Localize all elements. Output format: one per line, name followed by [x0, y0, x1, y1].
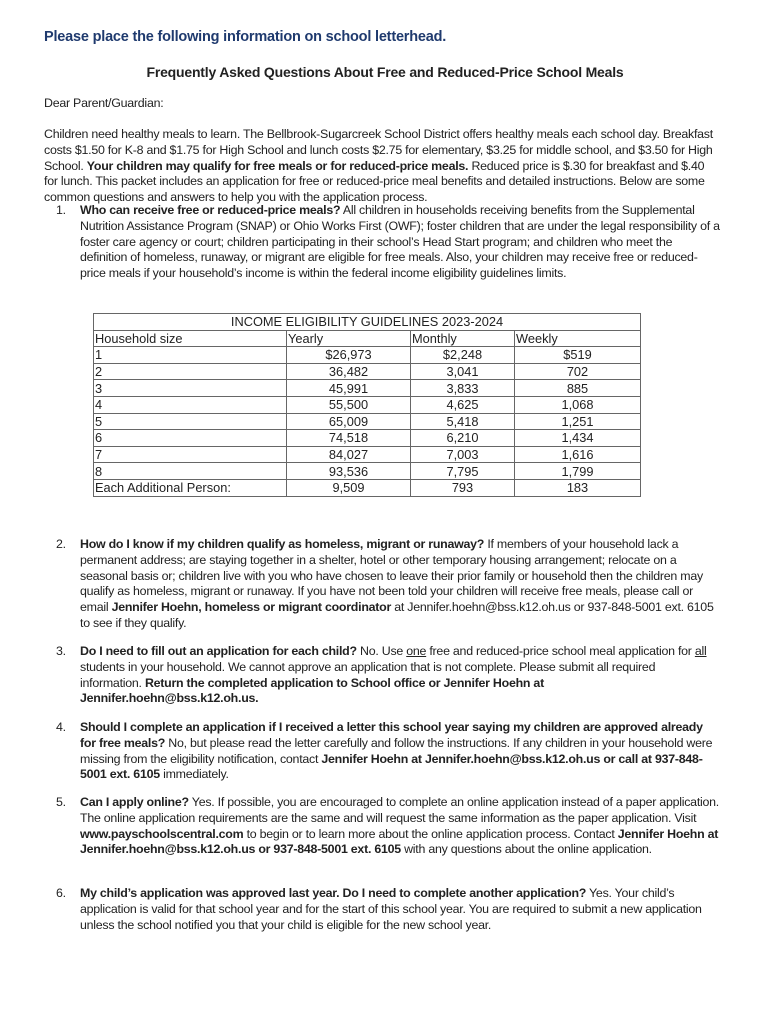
household-size-cell: 1 — [94, 347, 287, 364]
bold-text: www.payschoolscentral.com — [80, 826, 244, 841]
table-row — [94, 380, 641, 397]
item-text — [80, 886, 720, 933]
income-cell: 74,518 — [287, 430, 411, 447]
salutation: Dear Parent/Guardian: — [44, 96, 164, 110]
income-cell: 1,434 — [515, 430, 641, 447]
household-size-cell: 3 — [94, 380, 287, 397]
text: immediately. — [159, 767, 229, 782]
faq-item-1 — [44, 203, 720, 282]
income-cell: 93,536 — [287, 463, 411, 480]
item-number: 4. — [56, 720, 66, 734]
letterhead-instruction: Please place the following information on school letterhead. — [44, 29, 447, 45]
income-cell: $519 — [515, 347, 641, 364]
table-row — [94, 413, 641, 430]
income-cell: $2,248 — [411, 347, 515, 364]
text: at Jennifer.hoehn@bss.k12.oh.us or 937-848-5001 ext. 6105 to see if they qualify. — [80, 600, 714, 630]
bold-text: Your children may qualify for free meals or for reduced-price meals. — [86, 158, 469, 173]
bold-text: Who can receive free or reduced-price meals? — [80, 203, 341, 217]
income-cell: 6,210 — [411, 430, 515, 447]
faq-item-6 — [44, 886, 720, 933]
income-cell: $26,973 — [287, 347, 411, 364]
income-cell: 1,251 — [515, 413, 641, 430]
table-title: INCOME ELIGIBILITY GUIDELINES 2023-2024 — [94, 314, 641, 331]
faq-item-5 — [44, 795, 720, 858]
income-cell: 55,500 — [287, 396, 411, 413]
table-row — [94, 463, 641, 480]
text: with any questions about the online application. — [400, 842, 652, 857]
item-text — [80, 644, 720, 707]
household-size-cell: 4 — [94, 396, 287, 413]
text: Yes. If possible, you are encouraged to complete an online application instead of a paper application. The online application requirements are the same and will request the same information as the paper application. Visit — [80, 795, 719, 825]
income-cell: 84,027 — [287, 446, 411, 463]
household-size-cell: 7 — [94, 446, 287, 463]
income-cell: 885 — [515, 380, 641, 397]
bold-text: Do I need to fill out an application for each child? — [80, 644, 357, 658]
household-size-cell: 6 — [94, 430, 287, 447]
table-row — [94, 396, 641, 413]
text: No. Use — [356, 644, 407, 658]
column-header: Yearly — [287, 330, 411, 347]
column-header: Weekly — [515, 330, 641, 347]
table-row — [94, 430, 641, 447]
text: Reduced price is $.30 for breakfast and $.40 for lunch. This packet includes an application for free or reduced-price meal benefits and detailed instructions. Below are some common questions and answers to help you with the application process. — [44, 158, 705, 205]
underlined-text: one — [406, 644, 427, 658]
text: If members of your household lack a permanent address; are staying together in a shelter, hotel or other temporary housing arrangement; relocate on a seasonal basis or; children live with you who have chosen to leave their prior family or household then the children may qualify as homeless, migrant or runaway. If you have not been told your children will receive free meals, please call or email — [80, 537, 703, 615]
item-text — [80, 795, 720, 858]
bold-text: Jennifer Hoehn at Jennifer.hoehn@bss.k12.oh.us or call at 937-848-5001 ext. 6105 — [80, 751, 703, 782]
income-cell: 1,616 — [515, 446, 641, 463]
bold-text: My child’s application was approved last year. Do I need to complete another application? — [80, 886, 587, 900]
income-cell: 1,799 — [515, 463, 641, 480]
text: No, but please read the letter carefully and follow the instructions. If any children in your household were missing from the eligibility notification, contact — [80, 735, 713, 766]
income-cell: 7,003 — [411, 446, 515, 463]
income-cell: 45,991 — [287, 380, 411, 397]
text: All children in households receiving benefits from the Supplemental Nutrition Assistance Program (SNAP) or Ohio Works First (OWF); foster children that are under the legal responsibility of a foster care agency or court; children participating in their school’s Head Start program; and children who meet the definition of homeless, runaway, or migrant are eligible for free meals. Also, your children may receive free or reduced-price meals if your household’s income is within the federal income eligibility guidelines limits. — [80, 203, 720, 281]
income-cell: 9,509 — [287, 479, 411, 496]
item-number: 3. — [56, 644, 66, 658]
table-row — [94, 347, 641, 364]
income-cell: 36,482 — [287, 363, 411, 380]
item-text — [80, 537, 720, 632]
income-cell: 5,418 — [411, 413, 515, 430]
bold-text: How do I know if my children qualify as homeless, migrant or runaway? — [80, 537, 485, 551]
intro-paragraph — [44, 127, 720, 206]
income-cell: 1,068 — [515, 396, 641, 413]
faq-item-4 — [44, 720, 720, 783]
income-cell: 65,009 — [287, 413, 411, 430]
text: students in your household. We cannot approve an application that is not complete. Please submit all required information. — [80, 659, 656, 690]
bold-text: Return the completed application to School office or Jennifer Hoehn at Jennifer.hoehn@bss.k12.oh.us. — [80, 675, 544, 706]
item-number: 5. — [56, 795, 66, 809]
income-cell: 702 — [515, 363, 641, 380]
bold-text: Jennifer Hoehn, homeless or migrant coordinator — [111, 600, 392, 615]
column-header: Monthly — [411, 330, 515, 347]
table-row — [94, 363, 641, 380]
item-text — [80, 203, 720, 282]
text: Children need healthy meals to learn. The Bellbrook-Sugarcreek School District offers healthy meals each school day. Breakfast costs $1.50 for K-8 and $1.75 for High School and lunch costs $2.75 for elementary, $3.25 for middle school, and $3.50 for High School. — [44, 127, 713, 173]
page-title: Frequently Asked Questions About Free and Reduced-Price School Meals — [146, 64, 624, 80]
household-size-cell: 8 — [94, 463, 287, 480]
column-header: Household size — [94, 330, 287, 347]
item-number: 1. — [56, 203, 66, 217]
text: Yes. Your child’s application is valid for that school year and for the start of this school year. You are required to submit a new application unless the school notified you that your child is eligible for the new school year. — [80, 886, 702, 932]
income-cell: 3,041 — [411, 363, 515, 380]
text: free and reduced-price school meal application for — [426, 644, 695, 658]
income-cell: 7,795 — [411, 463, 515, 480]
item-text — [80, 720, 720, 783]
bold-text: Can I apply online? — [80, 795, 189, 809]
household-size-cell: 5 — [94, 413, 287, 430]
household-size-cell: Each Additional Person: — [94, 479, 287, 496]
underlined-text: all — [694, 644, 707, 658]
text: to begin or to learn more about the online application process. Contact — [243, 826, 618, 841]
income-cell: 183 — [515, 479, 641, 496]
item-number: 2. — [56, 537, 66, 551]
table-row — [94, 446, 641, 463]
income-cell: 4,625 — [411, 396, 515, 413]
item-number: 6. — [56, 886, 66, 900]
household-size-cell: 2 — [94, 363, 287, 380]
bold-text: Should I complete an application if I received a letter this school year saying my children are approved already for free meals? — [80, 720, 703, 750]
faq-item-3 — [44, 644, 720, 707]
income-eligibility-table — [93, 313, 641, 497]
table-row — [94, 479, 641, 496]
faq-item-2 — [44, 537, 720, 632]
bold-text: Jennifer Hoehn at Jennifer.hoehn@bss.k12.oh.us or 937-848-5001 ext. 6105 — [80, 826, 719, 857]
income-cell: 793 — [411, 479, 515, 496]
income-cell: 3,833 — [411, 380, 515, 397]
